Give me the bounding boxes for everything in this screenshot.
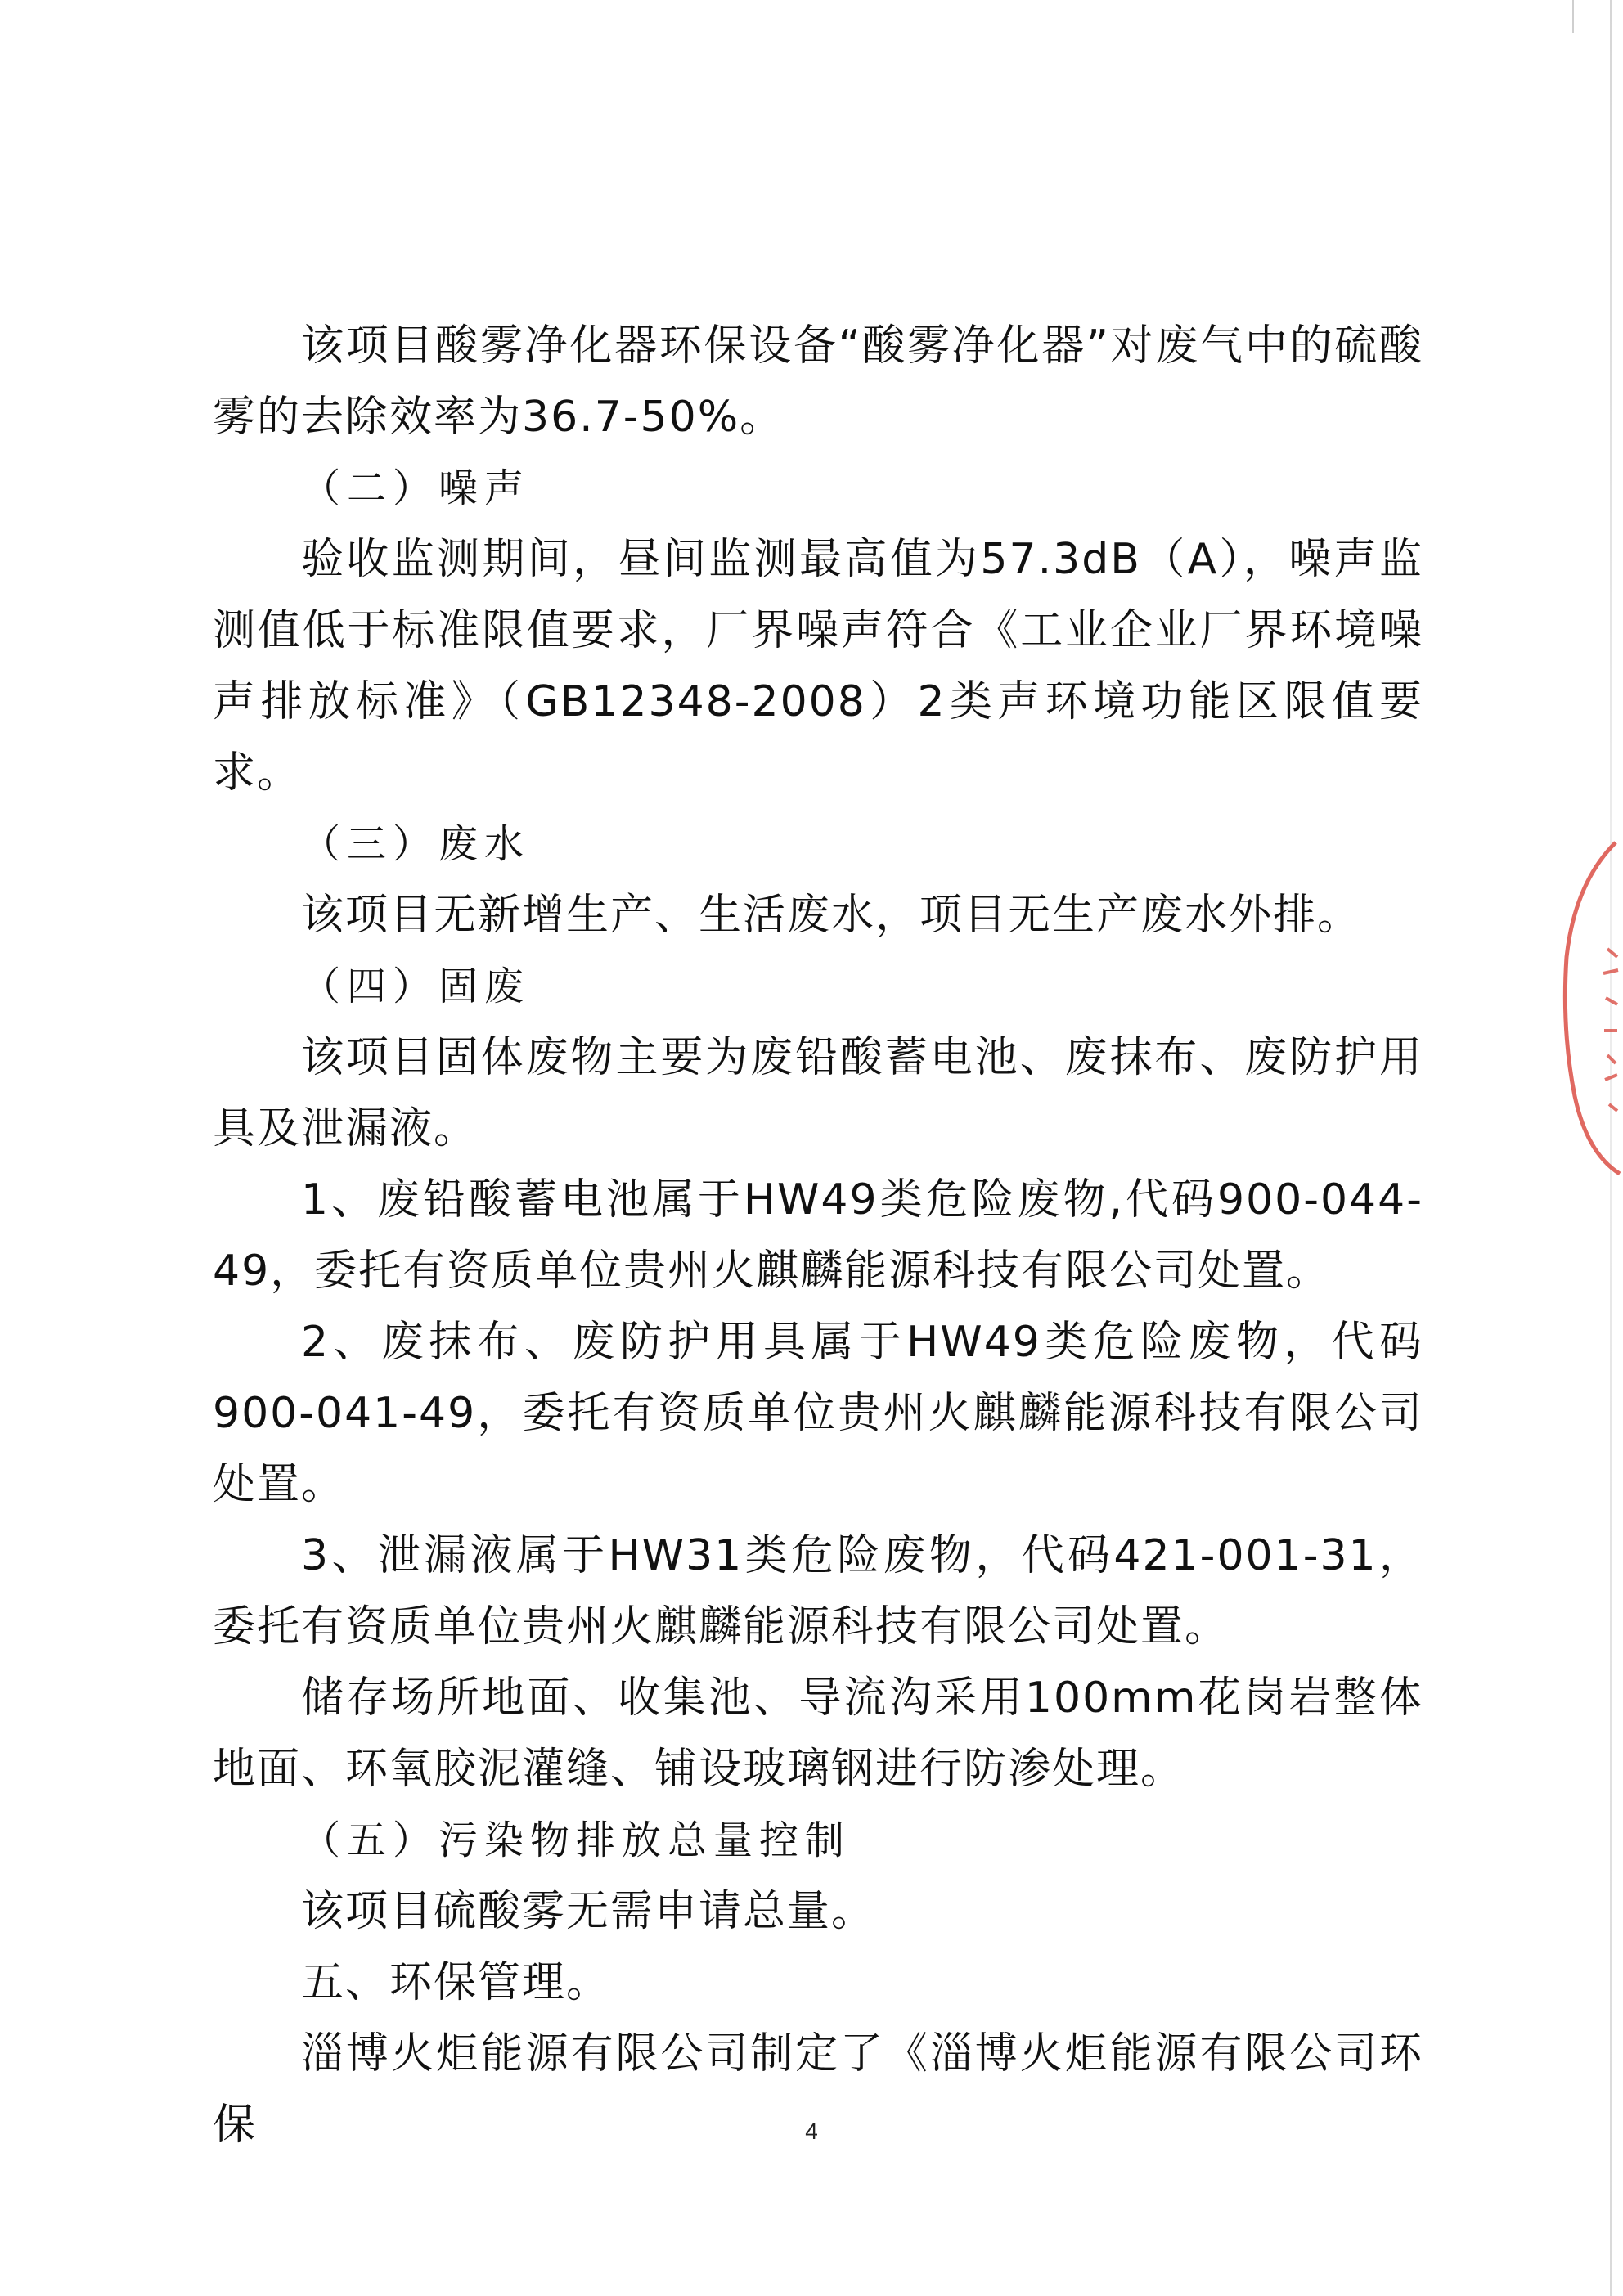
paragraph-environmental-management: 淄博火炬能源有限公司制定了《淄博火炬能源有限公司环保 — [213, 2029, 1423, 2150]
paragraph-noise-monitoring: 验收监测期间，昼间监测最高值为57.3dB（A），噪声监测值低于标准限值要求，厂界噪声符合《工业企业厂界环境噪声排放标准》（GB12348-2008）2类声环境功能区限值要求。 — [213, 535, 1423, 798]
red-seal-stamp-edge — [1558, 834, 1623, 1178]
section-title-environmental-management: 五、环保管理。 — [301, 1958, 611, 2007]
paragraph-storage-anti-seepage: 储存场所地面、收集池、导流沟采用100mm花岗岩整体地面、环氧胶泥灌缝、铺设玻璃钢进行防渗处理。 — [213, 1674, 1423, 1794]
paragraph-wastewater: 该项目无新增生产、生活废水，项目无生产废水外排。 — [301, 891, 1362, 940]
page-number: 4 — [805, 2119, 818, 2144]
heading-total-emission-control: （五）污染物排放总量控制 — [301, 1817, 852, 1863]
document-body — [213, 311, 1423, 2161]
paragraph-solid-waste-item-2: 2、废抹布、废防护用具属于HW49类危险废物，代码900-041-49，委托有资质单位贵州火麒麟能源科技有限公司处置。 — [213, 1318, 1423, 1509]
heading-wastewater: （三）废水 — [301, 821, 531, 867]
paragraph-solid-waste-item-3: 3、泄漏液属于HW31类危险废物，代码421-001-31，委托有资质单位贵州火麒麟能源科技有限公司处置。 — [213, 1531, 1423, 1651]
heading-noise: （二）噪声 — [301, 465, 531, 511]
paragraph-solid-waste-summary: 该项目固体废物主要为废铅酸蓄电池、废抹布、废防护用具及泄漏液。 — [213, 1033, 1423, 1153]
heading-solid-waste: （四）固废 — [301, 964, 531, 1009]
paragraph-acid-mist-efficiency: 该项目酸雾净化器环保设备“酸雾净化器”对废气中的硫酸雾的去除效率为36.7-50%。 — [213, 321, 1423, 442]
scan-edge-top — [1572, 0, 1623, 33]
paragraph-total-emission: 该项目硫酸雾无需申请总量。 — [301, 1887, 876, 1936]
paragraph-solid-waste-item-1: 1、废铅酸蓄电池属于HW49类危险废物,代码900-044-49，委托有资质单位贵州火麒麟能源科技有限公司处置。 — [213, 1175, 1423, 1296]
